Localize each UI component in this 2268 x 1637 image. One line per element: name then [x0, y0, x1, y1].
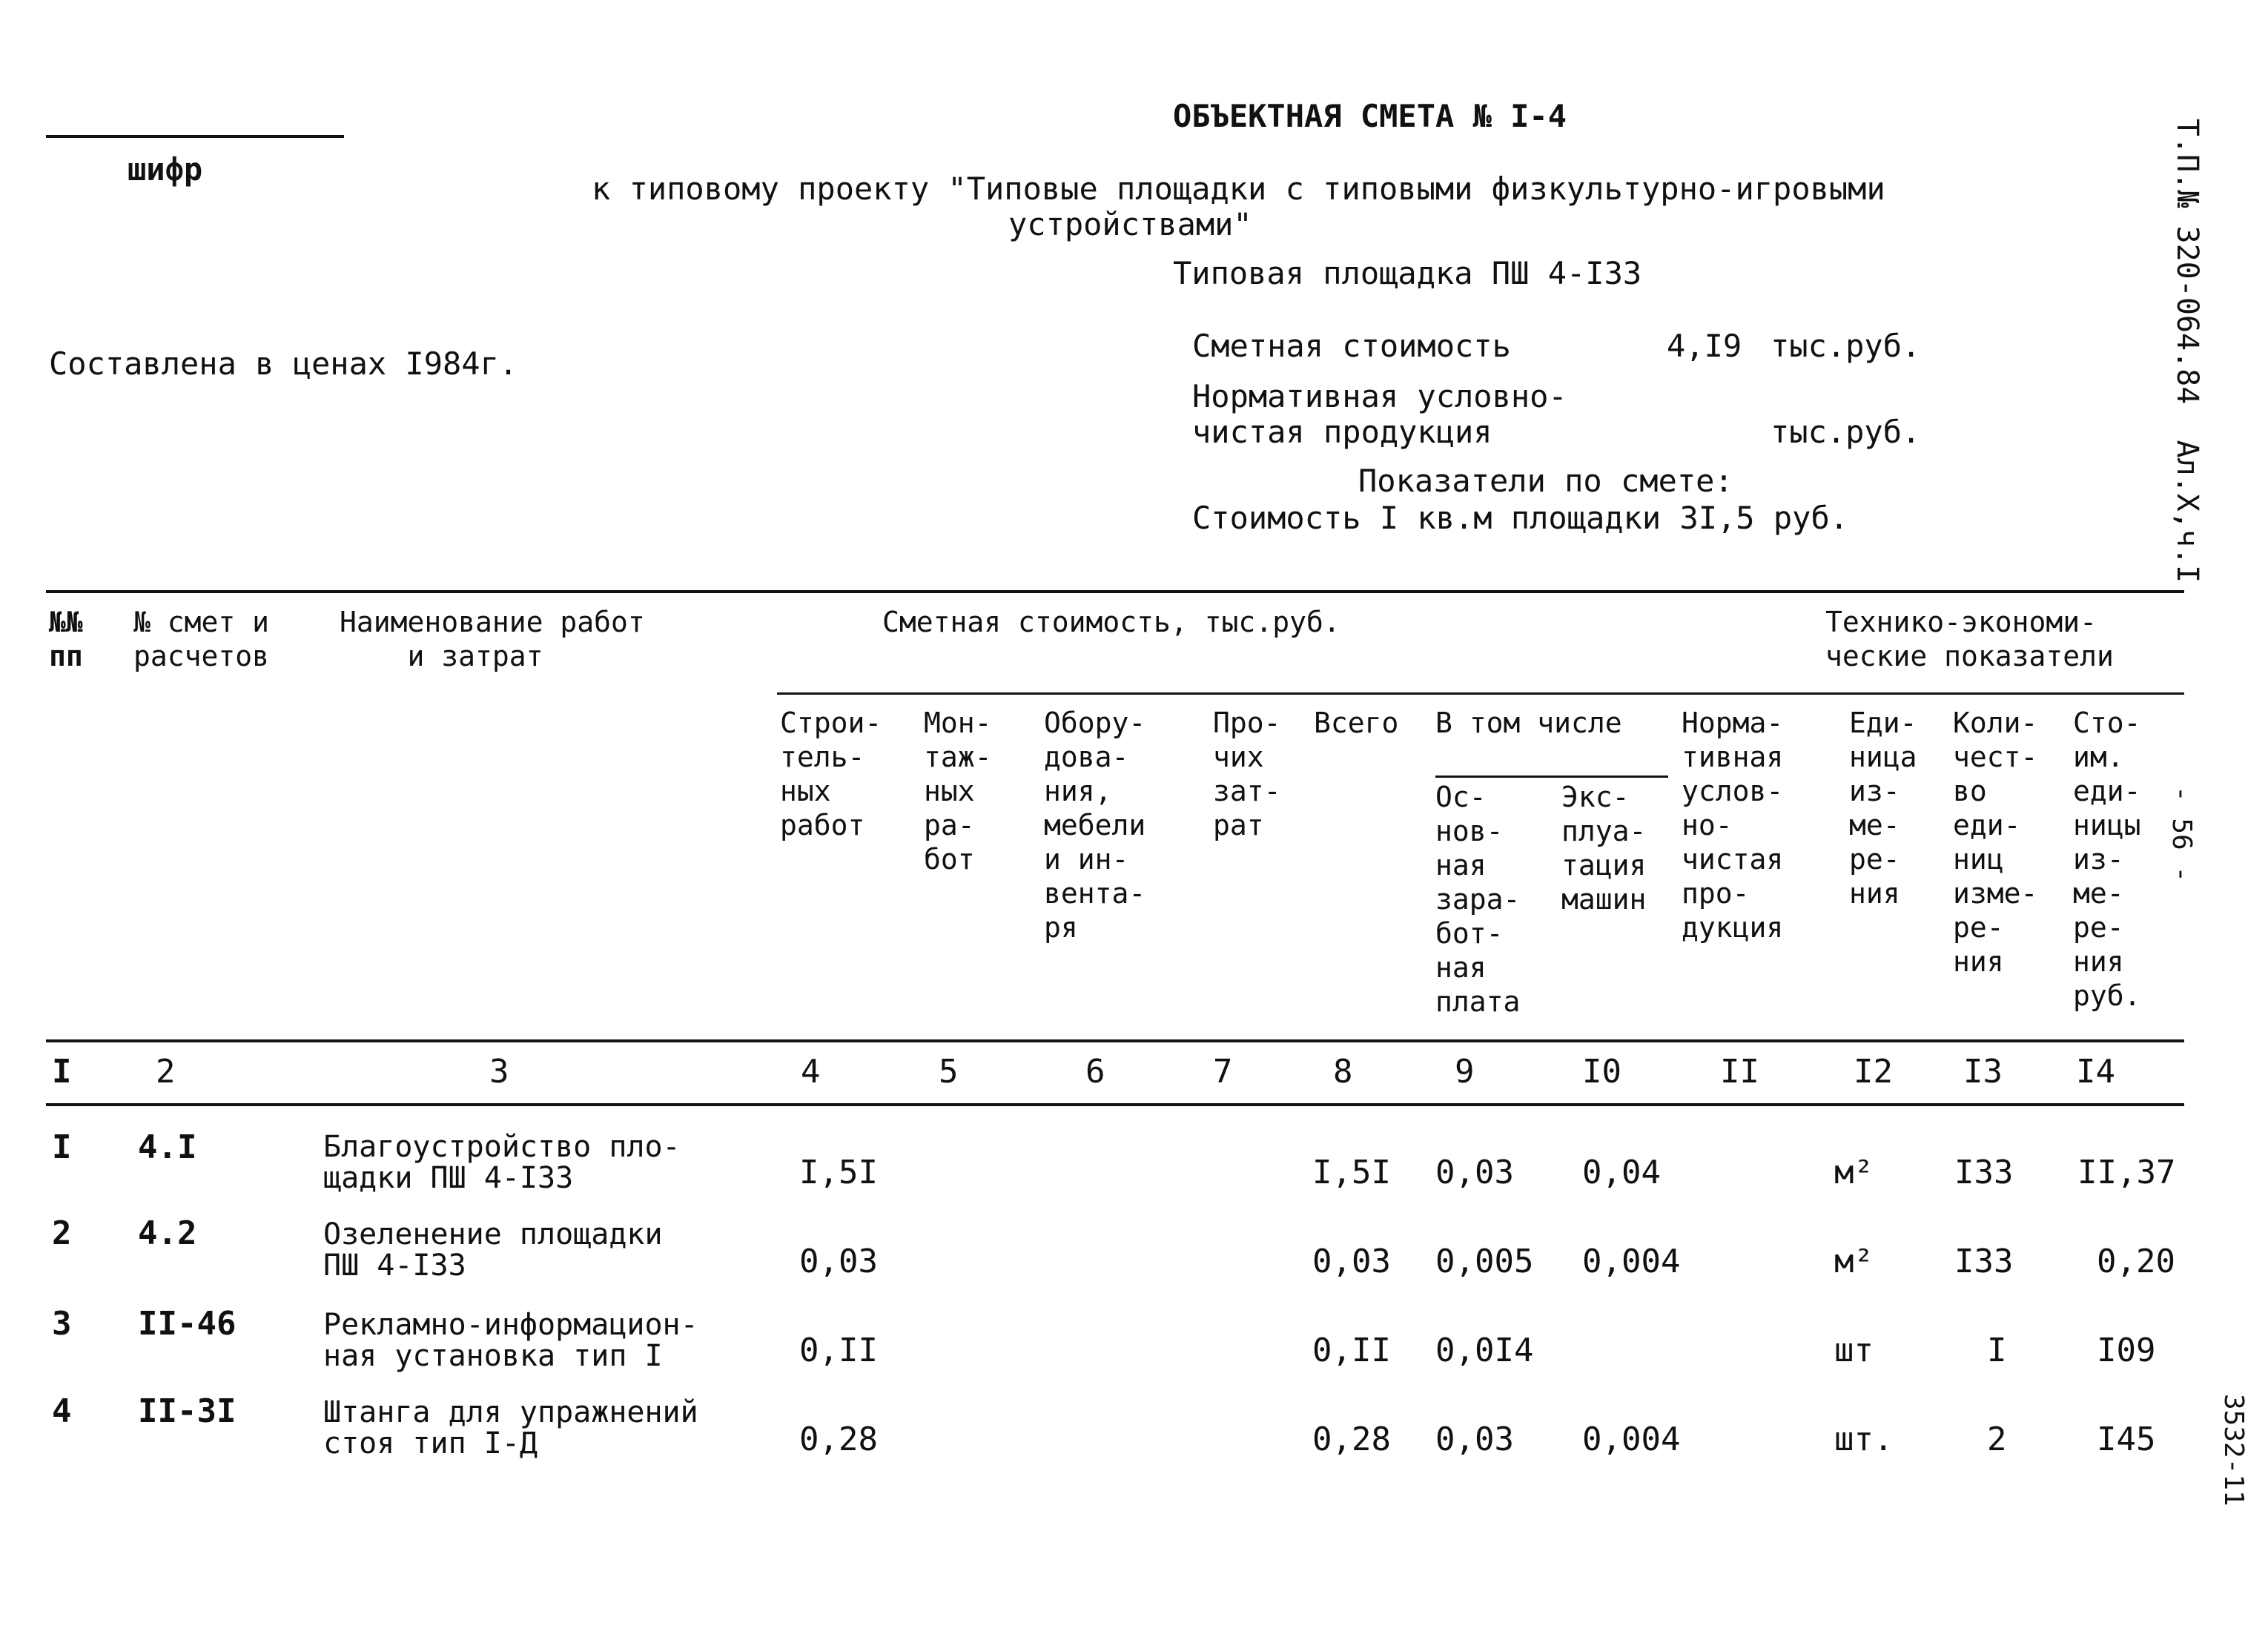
colnum-9: 9	[1455, 1053, 1475, 1091]
colnum-bottom-rule	[46, 1103, 2184, 1106]
head-sub-rule	[777, 692, 2184, 695]
row2-c8: 0,03	[1312, 1243, 1391, 1280]
row3-c8: 0,II	[1312, 1332, 1391, 1369]
row1-c9: 0,03	[1435, 1154, 1514, 1191]
project-name: Типовая площадка ПШ 4-I33	[1173, 255, 1642, 291]
head-c6: Обору- дова- ния, мебели и ин- вента- ря	[1044, 707, 1146, 944]
colnum-11: II	[1720, 1053, 1759, 1091]
colnum-4: 4	[801, 1053, 821, 1091]
cipher-label: шифр	[128, 151, 203, 188]
row3-c13: I	[1987, 1332, 2007, 1369]
row2-c4: 0,03	[799, 1243, 878, 1280]
page-mark: - 56 -	[2166, 786, 2197, 883]
head-c4: Строи- тель- ных работ	[780, 707, 882, 841]
head-col3: Наименование работ и затрат	[340, 606, 645, 672]
head-incl: В том числе	[1435, 707, 1622, 739]
subtitle-line-2: устройствами"	[1008, 206, 1252, 242]
colnum-3: 3	[489, 1053, 509, 1091]
head-c9: Ос- нов- ная зара- бот- ная плата	[1435, 781, 1521, 1018]
subtitle-line-1: к типовому проекту "Типовые площадки с типовыми физкультурно-игровыми	[592, 171, 1885, 207]
colnum-13: I3	[1963, 1053, 2003, 1091]
row2-c9: 0,005	[1435, 1243, 1534, 1280]
row3-c9: 0,0I4	[1435, 1332, 1534, 1369]
row2-ref: 4.2	[138, 1214, 197, 1252]
colnum-10: I0	[1582, 1053, 1621, 1091]
row4-c8: 0,28	[1312, 1421, 1391, 1458]
row4-c13: 2	[1987, 1421, 2007, 1458]
colnum-6: 6	[1085, 1053, 1105, 1091]
head-bottom-rule	[46, 1039, 2184, 1042]
indicators-label: Показатели по смете:	[1358, 463, 1733, 499]
row4-c12: шт.	[1834, 1421, 1894, 1458]
colnum-14: I4	[2076, 1053, 2115, 1091]
row3-c4: 0,II	[799, 1332, 878, 1369]
row2-name: Озеленение площадки ПШ 4-I33	[323, 1217, 663, 1283]
row2-c10: 0,004	[1582, 1243, 1681, 1280]
head-c14: Сто- им. еди- ницы из- ме- ре- ния руб.	[2073, 707, 2141, 1012]
head-c5: Мон- таж- ных ра- бот	[924, 707, 992, 876]
head-c7: Про- чих зат- рат	[1213, 707, 1281, 841]
row4-c4: 0,28	[799, 1421, 878, 1458]
row4-c10: 0,004	[1582, 1421, 1681, 1458]
document-title: ОБЪЕКТНАЯ СМЕТА № I-4	[1173, 98, 1567, 134]
row3-ref: II-46	[138, 1305, 237, 1343]
row3-name: Рекламно-информацион- ная установка тип I	[323, 1308, 698, 1373]
table-top-rule	[46, 590, 2184, 593]
normative-label-2: чистая продукция	[1192, 414, 1492, 450]
row4-c9: 0,03	[1435, 1421, 1514, 1458]
colnum-7: 7	[1213, 1053, 1233, 1091]
head-incl-rule	[1435, 775, 1668, 778]
row1-c12: м²	[1834, 1154, 1874, 1191]
indicator-line: Стоимость I кв.м площадки 3I,5 руб.	[1192, 500, 1849, 536]
row1-name: Благоустройство пло- щадки ПШ 4-I33	[323, 1130, 681, 1195]
head-group-tech: Технико-экономи- ческие показатели	[1825, 606, 2114, 672]
row4-ref: II-3I	[138, 1392, 237, 1430]
head-group-cost: Сметная стоимость, тыс.руб.	[882, 606, 1340, 638]
row2-c14: 0,20	[2097, 1243, 2175, 1280]
row1-c4: I,5I	[799, 1154, 878, 1191]
estimated-cost-value: 4,I9	[1667, 328, 1742, 364]
head-c13: Коли- чест- во еди- ниц изме- ре- ния	[1953, 707, 2038, 978]
colnum-5: 5	[939, 1053, 959, 1091]
row1-ref: 4.I	[138, 1128, 197, 1166]
estimated-cost-unit: тыс.руб.	[1771, 328, 1921, 364]
head-col2: № смет и расчетов	[133, 606, 270, 672]
row3-c14: I09	[2097, 1332, 2156, 1369]
colnum-1: I	[52, 1053, 72, 1091]
row1-c13: I33	[1954, 1154, 2014, 1191]
colnum-2: 2	[156, 1053, 176, 1091]
estimated-cost-label: Сметная стоимость	[1192, 328, 1511, 364]
row4-name: Штанга для упражнений стоя тип I-Д	[323, 1395, 698, 1461]
row3-n: 3	[52, 1305, 72, 1343]
row3-c12: шт	[1834, 1332, 1874, 1369]
colnum-8: 8	[1333, 1053, 1353, 1091]
head-c12: Еди- ница из- ме- ре- ния	[1849, 707, 1917, 910]
head-c11: Норма- тивная услов- но- чистая про- дукция	[1682, 707, 1784, 944]
head-c8: Всего	[1314, 707, 1399, 739]
normative-label-1: Нормативная условно-	[1192, 378, 1567, 414]
head-c10: Экс- плуа- тация машин	[1561, 781, 1647, 916]
row2-c13: I33	[1954, 1243, 2014, 1280]
stamp: 3532-11	[2218, 1394, 2249, 1507]
row4-n: 4	[52, 1392, 72, 1430]
head-col1: №№ пп	[49, 606, 83, 672]
side-code: Т.П.№ 320-064.84 Ал.Х,ч.I	[2170, 119, 2204, 583]
row1-n: I	[52, 1128, 72, 1166]
normative-unit: тыс.руб.	[1771, 414, 1921, 450]
row1-c10: 0,04	[1582, 1154, 1661, 1191]
prices-note: Составлена в ценах I984г.	[49, 345, 518, 382]
row1-c8: I,5I	[1312, 1154, 1391, 1191]
row2-c12: м²	[1834, 1243, 1874, 1280]
row4-c14: I45	[2097, 1421, 2156, 1458]
colnum-12: I2	[1854, 1053, 1893, 1091]
row2-n: 2	[52, 1214, 72, 1252]
row1-c14: II,37	[2077, 1154, 2176, 1191]
